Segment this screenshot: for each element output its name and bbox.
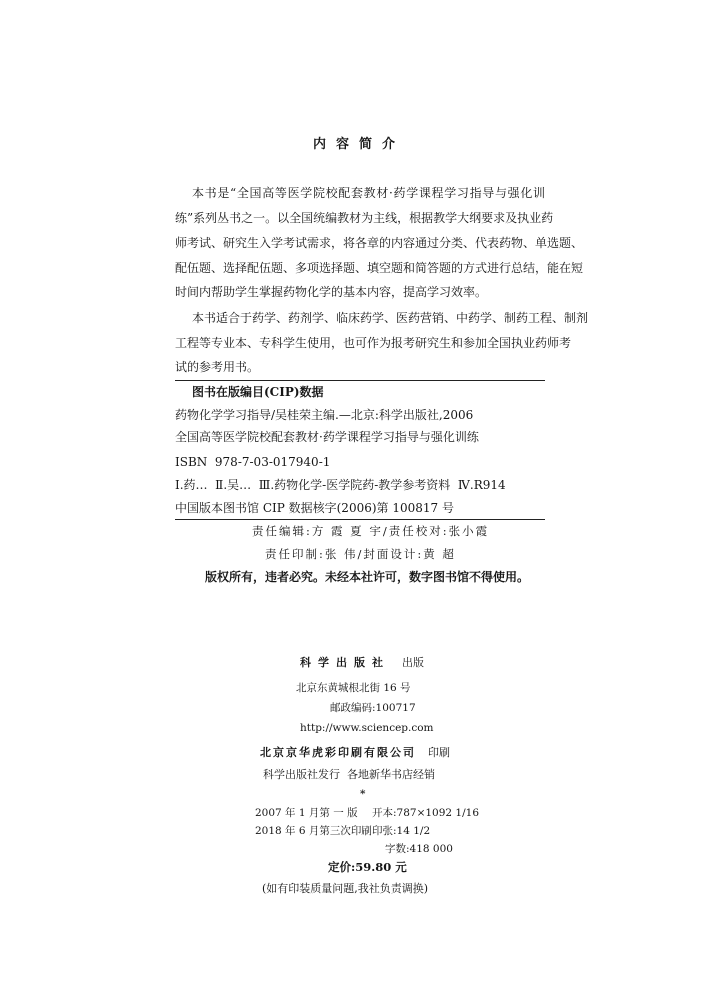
printer-name: 北京京华虎彩印刷有限公司: [260, 746, 416, 759]
edition-sheets: 印张:14 1/2: [372, 825, 431, 837]
publisher-postcode: 邮政编码:100717: [330, 702, 416, 714]
edition-format: 开本:787×1092 1/16: [372, 807, 480, 819]
publisher-website: http://www.sciencep.com: [300, 722, 434, 734]
summary-line-2: 练”系列丛书之一。以全国统编教材为主线，根据教学大纲要求及执业药: [175, 211, 554, 225]
summary-line-1: 本书是“全国高等医学院校配套教材·药学课程学习指导与强化训: [192, 186, 545, 200]
cip-heading: 图书在版编目(CIP)数据: [192, 385, 324, 399]
cip-bottom-rule: [175, 519, 545, 520]
printer-role: 印刷: [428, 746, 450, 759]
summary-line-6: 本书适合于药学、药剂学、临床药学、医药营销、中药学、制药工程、制剂: [192, 311, 589, 325]
distribution-line: 科学出版社发行 各地新华书店经销: [263, 768, 435, 781]
cip-classification: Ⅰ.药… Ⅱ.吴… Ⅲ.药物化学-医学院药-教学参考资料 Ⅳ.R914: [175, 478, 506, 492]
publisher-role: 出版: [402, 656, 424, 669]
credits-production: 责任印制:张 伟/封面设计:黄 超: [265, 547, 456, 561]
cip-series-line: 全国高等医学院校配套教材·药学课程学习指导与强化训练: [175, 430, 479, 444]
cip-isbn: ISBN 978-7-03-017940-1: [175, 455, 331, 469]
summary-line-8: 试的参考用书。: [175, 360, 260, 374]
credits-editors: 责任编辑:方 霞 夏 宇/责任校对:张小霞: [252, 524, 490, 538]
publisher-name: 科学出版社: [300, 656, 390, 669]
edition-word-count: 字数:418 000: [385, 843, 453, 855]
summary-heading: 内容简介: [313, 137, 406, 152]
price: 定价:59.80 元: [328, 860, 407, 874]
cip-top-rule: [175, 380, 545, 381]
summary-line-4: 配伍题、选择配伍题、多项选择题、填空题和简答题的方式进行总结，能在短: [175, 261, 584, 275]
cip-number: 中国版本图书馆 CIP 数据核字(2006)第 100817 号: [175, 501, 454, 515]
separator-star: *: [360, 788, 366, 800]
summary-line-3: 师考试、研究生入学考试需求，将各章的内容通过分类、代表药物、单选题、: [175, 236, 584, 250]
summary-line-7: 工程等专业本、专科学生使用，也可作为报考研究生和参加全国执业药师考: [175, 336, 572, 350]
quality-note: (如有印装质量问题,我社负责调换): [262, 882, 429, 895]
copyright-notice: 版权所有，违者必究。未经本社许可，数字图书馆不得使用。: [205, 570, 530, 584]
edition-first: 2007 年 1 月第 一 版: [255, 807, 358, 819]
summary-line-5: 时间内帮助学生掌握药物化学的基本内容，提高学习效率。: [175, 285, 488, 299]
publisher-address: 北京东黄城根北街 16 号: [296, 682, 411, 694]
cip-title-line: 药物化学学习指导/吴桂荣主编.—北京:科学出版社,2006: [175, 408, 474, 422]
edition-printing: 2018 年 6 月第三次印刷: [255, 825, 372, 837]
